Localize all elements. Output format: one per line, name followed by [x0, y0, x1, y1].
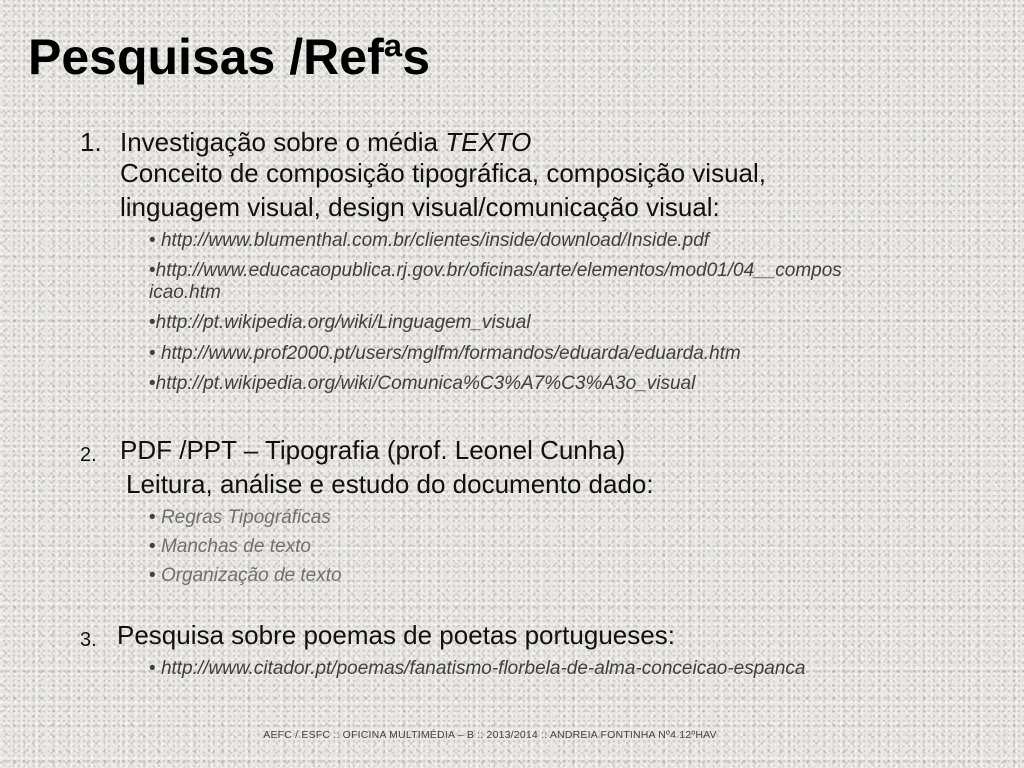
- section-1-number: 1.: [80, 127, 102, 157]
- section-2-number: 2.: [80, 444, 97, 466]
- link-item[interactable]: [149, 658, 806, 680]
- link-text[interactable]: http://pt.wikipedia.org/wiki/Comunica%C3%A7%C3%A3o_visual: [155, 373, 696, 394]
- bullet: •: [149, 507, 156, 528]
- list-item-text: Organização de texto: [160, 565, 342, 586]
- section-2-line-2: Leitura, análise e estudo do documento dado:: [126, 469, 654, 499]
- list-item: [149, 536, 311, 558]
- link-item[interactable]: [149, 312, 531, 334]
- link-text[interactable]: http://www.prof2000.pt/users/mglfm/formandos/eduarda/eduarda.htm: [160, 343, 741, 364]
- bullet: •: [149, 260, 156, 281]
- section-1-heading: [120, 127, 531, 158]
- link-text[interactable]: http://www.educacaopublica.rj.gov.br/oficinas/arte/elementos/mod01/04__compos: [155, 260, 842, 281]
- link-item[interactable]: [149, 373, 695, 395]
- list-item: [149, 565, 342, 587]
- section-2-heading: PDF /PPT – Tipografia (prof. Leonel Cunha): [120, 435, 626, 465]
- section-3-heading: Pesquisa sobre poemas de poetas portugueses:: [117, 620, 675, 650]
- link-text[interactable]: http://www.blumenthal.com.br/clientes/inside/download/Inside.pdf: [160, 230, 710, 251]
- link-text[interactable]: http://pt.wikipedia.org/wiki/Linguagem_visual: [155, 312, 531, 333]
- bullet: •: [149, 343, 156, 364]
- bullet: •: [149, 565, 156, 586]
- section-3-number: 3.: [80, 629, 97, 651]
- link-item[interactable]: [149, 230, 709, 252]
- bullet: •: [149, 536, 156, 557]
- section-1-line-2: Conceito de composição tipográfica, composição visual,: [120, 158, 767, 188]
- bullet: •: [149, 312, 156, 333]
- footer: AEFC / ESFC :: OFICINA MULTIMÉDIA – B :: 2013/2014 :: ANDREIA FONTINHA Nº4 12ºHAV: [263, 729, 717, 741]
- link-item[interactable]: [149, 343, 741, 365]
- bullet: •: [149, 373, 156, 394]
- link-text-continuation[interactable]: icao.htm: [149, 282, 221, 303]
- bullet: •: [149, 658, 156, 679]
- slide-title: Pesquisas /Refªs: [28, 29, 431, 85]
- section-1-heading-emphasis: TEXTO: [445, 127, 532, 157]
- list-item: [149, 507, 331, 529]
- link-item[interactable]: [149, 260, 842, 282]
- list-item-text: Regras Tipográficas: [160, 507, 331, 528]
- section-1-line-3: linguagem visual, design visual/comunicação visual:: [120, 192, 720, 222]
- section-1-heading-text: Investigação sobre o média: [120, 127, 446, 157]
- link-text[interactable]: http://www.citador.pt/poemas/fanatismo-florbela-de-alma-conceicao-espanca: [160, 658, 806, 679]
- list-item-text: Manchas de texto: [160, 536, 311, 557]
- bullet: •: [149, 230, 156, 251]
